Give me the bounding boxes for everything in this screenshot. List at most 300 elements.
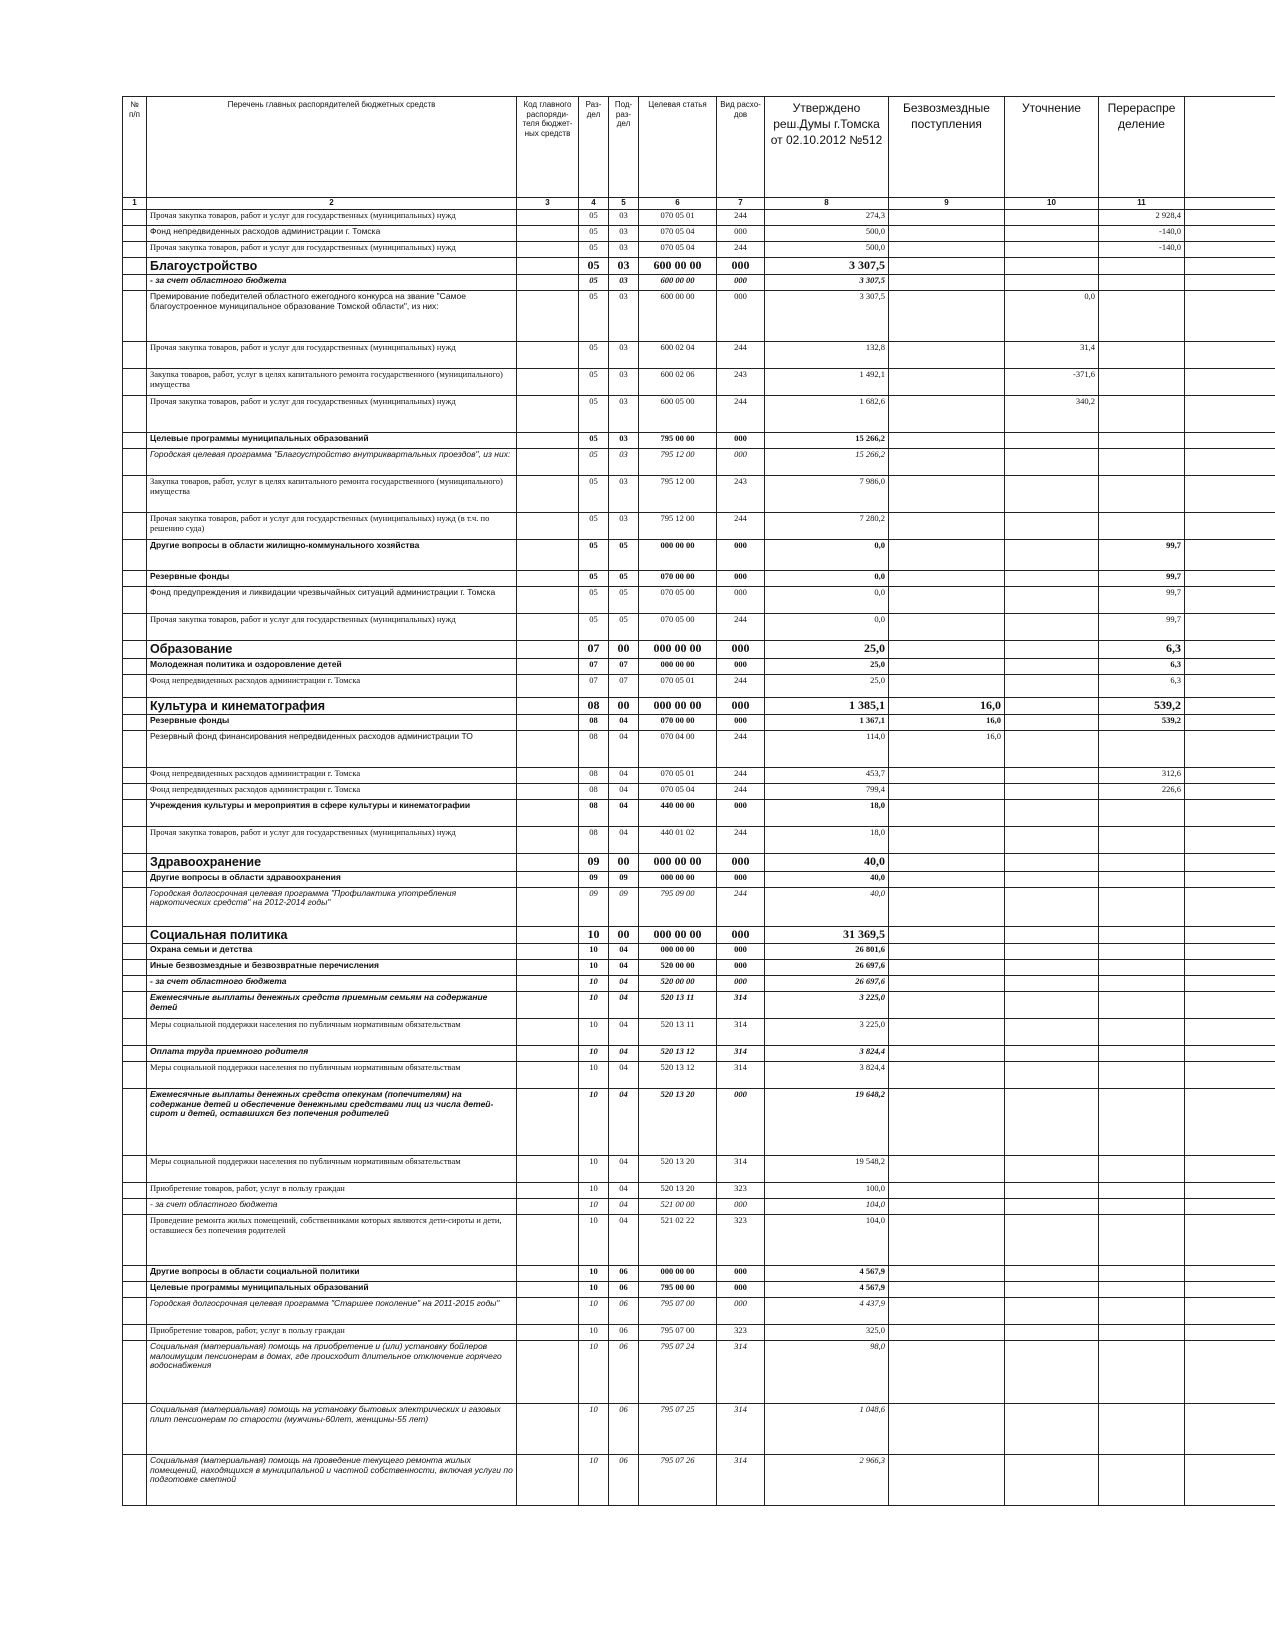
row-num-cell (123, 1324, 147, 1340)
row-code-cell (517, 1454, 579, 1505)
table-row (123, 1297, 1275, 1324)
colnum-9: 9 (889, 198, 1005, 210)
table-row (123, 513, 1275, 540)
row-razdel-cell: 05 (579, 242, 609, 258)
row-target-article-cell: 795 07 00 (639, 1297, 717, 1324)
row-target-article-cell: 070 05 04 (639, 784, 717, 800)
table-row (123, 1018, 1275, 1045)
row-redistribution-cell: 2 928,4 (1099, 210, 1185, 226)
row-expense-type-cell: 244 (717, 242, 765, 258)
row-free-receipts-cell (889, 587, 1005, 614)
row-free-receipts-cell (889, 1088, 1005, 1155)
row-approved-cell: 25,0 (765, 658, 889, 674)
row-clarification-cell (1005, 674, 1099, 697)
row-podrazdel-cell: 00 (609, 641, 639, 658)
row-extra-cell (1185, 1297, 1275, 1324)
row-num-cell (123, 800, 147, 827)
row-clarification-cell (1005, 926, 1099, 943)
header-expense-type: Вид расхо-дов (717, 97, 765, 198)
row-approved-cell: 3 225,0 (765, 1018, 889, 1045)
row-target-article-cell: 440 00 00 (639, 800, 717, 827)
row-podrazdel-cell: 04 (609, 1018, 639, 1045)
row-target-article-cell: 070 00 00 (639, 715, 717, 731)
row-extra-cell (1185, 614, 1275, 641)
row-extra-cell (1185, 1454, 1275, 1505)
row-redistribution-cell (1099, 275, 1185, 291)
row-approved-cell: 4 567,9 (765, 1265, 889, 1281)
row-code-cell (517, 614, 579, 641)
row-redistribution-cell (1099, 1454, 1185, 1505)
row-approved-cell: 1 682,6 (765, 396, 889, 433)
row-clarification-cell (1005, 697, 1099, 714)
row-target-article-cell: 795 00 00 (639, 1281, 717, 1297)
header-approved: Утверждено реш.Думы г.Томска от 02.10.2012 №512 (765, 97, 889, 198)
row-target-article-cell: 070 04 00 (639, 731, 717, 768)
row-num-cell (123, 926, 147, 943)
row-num-cell (123, 614, 147, 641)
row-approved-cell: 26 697,6 (765, 959, 889, 975)
row-num-cell (123, 1198, 147, 1214)
row-target-article-cell: 600 00 00 (639, 291, 717, 342)
row-clarification-cell: -371,6 (1005, 369, 1099, 396)
row-free-receipts-cell: 16,0 (889, 731, 1005, 768)
header-num: № п/п (123, 97, 147, 198)
row-approved-cell: 18,0 (765, 800, 889, 827)
row-razdel-cell: 05 (579, 210, 609, 226)
table-row (123, 1340, 1275, 1403)
row-code-cell (517, 887, 579, 926)
row-podrazdel-cell: 07 (609, 658, 639, 674)
row-name-cell: Целевые программы муниципальных образований (147, 1281, 517, 1297)
row-name-cell: Приобретение товаров, работ, услуг в пользу граждан (147, 1182, 517, 1198)
header-razdel: Раз-дел (579, 97, 609, 198)
row-approved-cell: 98,0 (765, 1340, 889, 1403)
row-free-receipts-cell (889, 449, 1005, 476)
row-expense-type-cell: 314 (717, 991, 765, 1018)
row-redistribution-cell (1099, 854, 1185, 871)
row-expense-type-cell: 000 (717, 943, 765, 959)
row-approved-cell: 274,3 (765, 210, 889, 226)
row-code-cell (517, 1403, 579, 1454)
row-razdel-cell: 08 (579, 784, 609, 800)
table-row (123, 291, 1275, 342)
row-approved-cell: 4 437,9 (765, 1297, 889, 1324)
row-num-cell (123, 1297, 147, 1324)
row-code-cell (517, 731, 579, 768)
row-extra-cell (1185, 291, 1275, 342)
row-podrazdel-cell: 06 (609, 1454, 639, 1505)
row-target-article-cell: 000 00 00 (639, 641, 717, 658)
row-podrazdel-cell: 04 (609, 975, 639, 991)
row-extra-cell (1185, 210, 1275, 226)
colnum-5: 5 (609, 198, 639, 210)
row-target-article-cell: 520 00 00 (639, 975, 717, 991)
row-razdel-cell: 05 (579, 513, 609, 540)
row-razdel-cell: 10 (579, 1214, 609, 1265)
row-extra-cell (1185, 975, 1275, 991)
row-code-cell (517, 242, 579, 258)
row-expense-type-cell: 244 (717, 674, 765, 697)
row-target-article-cell: 000 00 00 (639, 540, 717, 571)
row-target-article-cell: 520 13 12 (639, 1045, 717, 1061)
row-extra-cell (1185, 1155, 1275, 1182)
row-redistribution-cell: -140,0 (1099, 226, 1185, 242)
row-approved-cell: 3 307,5 (765, 258, 889, 275)
row-target-article-cell: 440 01 02 (639, 827, 717, 854)
row-num-cell (123, 784, 147, 800)
row-approved-cell: 3 824,4 (765, 1061, 889, 1088)
row-num-cell (123, 258, 147, 275)
row-code-cell (517, 571, 579, 587)
row-code-cell (517, 1281, 579, 1297)
row-extra-cell (1185, 959, 1275, 975)
row-approved-cell: 1 492,1 (765, 369, 889, 396)
row-expense-type-cell: 314 (717, 1155, 765, 1182)
table-row (123, 1155, 1275, 1182)
row-podrazdel-cell: 07 (609, 674, 639, 697)
row-podrazdel-cell: 04 (609, 959, 639, 975)
row-free-receipts-cell (889, 1045, 1005, 1061)
row-target-article-cell: 000 00 00 (639, 943, 717, 959)
row-clarification-cell (1005, 641, 1099, 658)
row-clarification-cell: 340,2 (1005, 396, 1099, 433)
row-target-article-cell: 070 05 00 (639, 614, 717, 641)
row-num-cell (123, 768, 147, 784)
row-clarification-cell (1005, 587, 1099, 614)
row-target-article-cell: 070 05 04 (639, 226, 717, 242)
row-num-cell (123, 476, 147, 513)
row-approved-cell: 0,0 (765, 614, 889, 641)
row-expense-type-cell: 244 (717, 396, 765, 433)
row-extra-cell (1185, 1265, 1275, 1281)
row-razdel-cell: 08 (579, 697, 609, 714)
row-expense-type-cell: 000 (717, 715, 765, 731)
row-razdel-cell: 05 (579, 396, 609, 433)
colnum-8: 8 (765, 198, 889, 210)
row-clarification-cell (1005, 731, 1099, 768)
row-clarification-cell (1005, 476, 1099, 513)
row-num-cell (123, 513, 147, 540)
row-name-cell: Социальная (материальная) помощь на проведение текущего ремонта жилых помещений, находящихся в муниципальной и частной собственности, включая услуги по подготовке сметной (147, 1454, 517, 1505)
row-razdel-cell: 05 (579, 291, 609, 342)
row-expense-type-cell: 244 (717, 887, 765, 926)
row-podrazdel-cell: 06 (609, 1403, 639, 1454)
row-target-article-cell: 000 00 00 (639, 926, 717, 943)
table-row (123, 1281, 1275, 1297)
row-razdel-cell: 10 (579, 975, 609, 991)
row-expense-type-cell: 000 (717, 926, 765, 943)
row-name-cell: Городская долгосрочная целевая программа "Старшее поколение" на 2011-2015 годы" (147, 1297, 517, 1324)
header-free-receipts: Безвозмездные поступления (889, 97, 1005, 198)
row-name-cell: Резервные фонды (147, 715, 517, 731)
row-num-cell (123, 1061, 147, 1088)
row-clarification-cell (1005, 975, 1099, 991)
row-clarification-cell (1005, 1214, 1099, 1265)
row-redistribution-cell: 6,3 (1099, 641, 1185, 658)
row-redistribution-cell (1099, 513, 1185, 540)
row-clarification-cell (1005, 1265, 1099, 1281)
table-row (123, 926, 1275, 943)
row-free-receipts-cell (889, 342, 1005, 369)
row-extra-cell (1185, 433, 1275, 449)
row-podrazdel-cell: 04 (609, 1214, 639, 1265)
row-name-cell: Проведение ремонта жилых помещений, собственниками которых являются дети-сироты и дети, оставшиеся без попечения родителей (147, 1214, 517, 1265)
row-extra-cell (1185, 697, 1275, 714)
table-row (123, 1454, 1275, 1505)
row-num-cell (123, 342, 147, 369)
row-free-receipts-cell (889, 674, 1005, 697)
row-expense-type-cell: 000 (717, 641, 765, 658)
row-code-cell (517, 658, 579, 674)
budget-table (122, 96, 1275, 1506)
row-free-receipts-cell (889, 291, 1005, 342)
row-razdel-cell: 05 (579, 587, 609, 614)
row-approved-cell: 25,0 (765, 641, 889, 658)
row-extra-cell (1185, 1324, 1275, 1340)
row-num-cell (123, 242, 147, 258)
row-free-receipts-cell (889, 1155, 1005, 1182)
row-expense-type-cell: 244 (717, 827, 765, 854)
row-expense-type-cell: 314 (717, 1454, 765, 1505)
row-podrazdel-cell: 06 (609, 1324, 639, 1340)
row-extra-cell (1185, 768, 1275, 784)
row-num-cell (123, 449, 147, 476)
row-free-receipts-cell (889, 1281, 1005, 1297)
row-clarification-cell (1005, 943, 1099, 959)
row-razdel-cell: 10 (579, 1045, 609, 1061)
row-razdel-cell: 10 (579, 1198, 609, 1214)
row-num-cell (123, 1281, 147, 1297)
row-name-cell: Здравоохранение (147, 854, 517, 871)
row-redistribution-cell: 99,7 (1099, 614, 1185, 641)
table-row (123, 641, 1275, 658)
row-clarification-cell (1005, 991, 1099, 1018)
row-code-cell (517, 1324, 579, 1340)
row-approved-cell: 0,0 (765, 571, 889, 587)
row-target-article-cell: 070 05 01 (639, 674, 717, 697)
row-extra-cell (1185, 674, 1275, 697)
row-num-cell (123, 1403, 147, 1454)
row-podrazdel-cell: 04 (609, 1045, 639, 1061)
header-list: Перечень главных распорядителей бюджетных средств (147, 97, 517, 198)
row-code-cell (517, 1061, 579, 1088)
row-razdel-cell: 05 (579, 433, 609, 449)
row-expense-type-cell: 000 (717, 291, 765, 342)
row-extra-cell (1185, 342, 1275, 369)
row-num-cell (123, 959, 147, 975)
row-razdel-cell: 05 (579, 342, 609, 369)
row-name-cell: Прочая закупка товаров, работ и услуг для государственных (муниципальных) нужд (147, 396, 517, 433)
row-code-cell (517, 342, 579, 369)
row-expense-type-cell: 000 (717, 540, 765, 571)
row-extra-cell (1185, 275, 1275, 291)
row-approved-cell: 2 966,3 (765, 1454, 889, 1505)
row-num-cell (123, 1340, 147, 1403)
row-num-cell (123, 1155, 147, 1182)
row-clarification-cell (1005, 1297, 1099, 1324)
header-redistribution: Перераспре деление (1099, 97, 1185, 198)
table-row (123, 1198, 1275, 1214)
table-row (123, 540, 1275, 571)
row-target-article-cell: 600 02 04 (639, 342, 717, 369)
row-redistribution-cell (1099, 1155, 1185, 1182)
row-expense-type-cell: 314 (717, 1045, 765, 1061)
row-code-cell (517, 540, 579, 571)
row-podrazdel-cell: 03 (609, 226, 639, 242)
row-num-cell (123, 1018, 147, 1045)
row-name-cell: Социальная политика (147, 926, 517, 943)
row-redistribution-cell (1099, 291, 1185, 342)
row-extra-cell (1185, 540, 1275, 571)
row-extra-cell (1185, 1182, 1275, 1198)
row-free-receipts-cell (889, 871, 1005, 887)
row-target-article-cell: 520 13 11 (639, 1018, 717, 1045)
row-approved-cell: 19 548,2 (765, 1155, 889, 1182)
row-extra-cell (1185, 1403, 1275, 1454)
row-expense-type-cell: 243 (717, 369, 765, 396)
row-target-article-cell: 520 13 11 (639, 991, 717, 1018)
row-extra-cell (1185, 1281, 1275, 1297)
row-extra-cell (1185, 1045, 1275, 1061)
row-name-cell: Премирование победителей областного ежегодного конкурса на звание "Самое благоустроенное муниципальное образование Томской области", из них: (147, 291, 517, 342)
row-num-cell (123, 1088, 147, 1155)
row-redistribution-cell (1099, 1061, 1185, 1088)
row-name-cell: Иные безвозмездные и безвозвратные перечисления (147, 959, 517, 975)
row-clarification-cell (1005, 449, 1099, 476)
row-target-article-cell: 070 00 00 (639, 571, 717, 587)
row-redistribution-cell (1099, 1045, 1185, 1061)
row-redistribution-cell (1099, 396, 1185, 433)
row-target-article-cell: 795 07 25 (639, 1403, 717, 1454)
row-podrazdel-cell: 04 (609, 1061, 639, 1088)
row-num-cell (123, 871, 147, 887)
row-podrazdel-cell: 03 (609, 258, 639, 275)
row-extra-cell (1185, 926, 1275, 943)
row-redistribution-cell (1099, 1340, 1185, 1403)
row-num-cell (123, 887, 147, 926)
row-target-article-cell: 600 00 00 (639, 258, 717, 275)
row-code-cell (517, 226, 579, 242)
row-clarification-cell (1005, 1198, 1099, 1214)
row-target-article-cell: 000 00 00 (639, 854, 717, 871)
row-approved-cell: 500,0 (765, 226, 889, 242)
row-code-cell (517, 784, 579, 800)
row-free-receipts-cell (889, 258, 1005, 275)
header-extra (1185, 97, 1275, 198)
table-row (123, 731, 1275, 768)
row-redistribution-cell: 6,3 (1099, 658, 1185, 674)
row-free-receipts-cell (889, 513, 1005, 540)
row-redistribution-cell (1099, 926, 1185, 943)
row-code-cell (517, 1198, 579, 1214)
row-razdel-cell: 10 (579, 1454, 609, 1505)
row-code-cell (517, 800, 579, 827)
table-row (123, 959, 1275, 975)
row-target-article-cell: 600 02 06 (639, 369, 717, 396)
colnum-2: 2 (147, 198, 517, 210)
row-podrazdel-cell: 04 (609, 827, 639, 854)
row-extra-cell (1185, 226, 1275, 242)
row-clarification-cell (1005, 1340, 1099, 1403)
table-row (123, 674, 1275, 697)
row-razdel-cell: 08 (579, 827, 609, 854)
row-razdel-cell: 05 (579, 476, 609, 513)
row-redistribution-cell (1099, 1198, 1185, 1214)
row-expense-type-cell: 323 (717, 1182, 765, 1198)
row-expense-type-cell: 000 (717, 697, 765, 714)
row-razdel-cell: 10 (579, 959, 609, 975)
row-target-article-cell: 070 05 01 (639, 768, 717, 784)
row-razdel-cell: 10 (579, 991, 609, 1018)
table-row (123, 697, 1275, 714)
row-clarification-cell (1005, 854, 1099, 871)
row-clarification-cell: 0,0 (1005, 291, 1099, 342)
row-approved-cell: 100,0 (765, 1182, 889, 1198)
row-expense-type-cell: 323 (717, 1214, 765, 1265)
row-razdel-cell: 09 (579, 871, 609, 887)
row-redistribution-cell (1099, 887, 1185, 926)
row-expense-type-cell: 244 (717, 342, 765, 369)
row-extra-cell (1185, 991, 1275, 1018)
row-clarification-cell (1005, 1088, 1099, 1155)
row-name-cell: Культура и кинематография (147, 697, 517, 714)
row-redistribution-cell (1099, 258, 1185, 275)
row-target-article-cell: 795 12 00 (639, 476, 717, 513)
table-row (123, 449, 1275, 476)
row-razdel-cell: 10 (579, 1155, 609, 1182)
row-code-cell (517, 641, 579, 658)
row-podrazdel-cell: 04 (609, 1088, 639, 1155)
row-code-cell (517, 1045, 579, 1061)
row-razdel-cell: 10 (579, 1340, 609, 1403)
row-code-cell (517, 943, 579, 959)
row-approved-cell: 40,0 (765, 887, 889, 926)
row-redistribution-cell: 312,6 (1099, 768, 1185, 784)
row-target-article-cell: 520 00 00 (639, 959, 717, 975)
row-extra-cell (1185, 396, 1275, 433)
row-free-receipts-cell (889, 975, 1005, 991)
row-redistribution-cell (1099, 342, 1185, 369)
row-podrazdel-cell: 00 (609, 854, 639, 871)
row-target-article-cell: 600 05 00 (639, 396, 717, 433)
row-num-cell (123, 854, 147, 871)
row-name-cell: Меры социальной поддержки населения по публичным нормативным обязательствам (147, 1155, 517, 1182)
row-redistribution-cell (1099, 975, 1185, 991)
row-name-cell: Фонд предупреждения и ликвидации чрезвычайных ситуаций администрации г. Томска (147, 587, 517, 614)
row-clarification-cell (1005, 1155, 1099, 1182)
row-razdel-cell: 08 (579, 731, 609, 768)
row-extra-cell (1185, 587, 1275, 614)
row-target-article-cell: 795 12 00 (639, 449, 717, 476)
row-extra-cell (1185, 854, 1275, 871)
row-target-article-cell: 521 02 22 (639, 1214, 717, 1265)
row-name-cell: Меры социальной поддержки населения по публичным нормативным обязательствам (147, 1061, 517, 1088)
row-expense-type-cell: 000 (717, 275, 765, 291)
row-razdel-cell: 08 (579, 800, 609, 827)
row-podrazdel-cell: 09 (609, 887, 639, 926)
row-extra-cell (1185, 827, 1275, 854)
table-row (123, 396, 1275, 433)
row-approved-cell: 15 266,2 (765, 433, 889, 449)
row-free-receipts-cell (889, 1265, 1005, 1281)
row-code-cell (517, 926, 579, 943)
table-row (123, 1324, 1275, 1340)
row-redistribution-cell: 539,2 (1099, 697, 1185, 714)
table-row (123, 1265, 1275, 1281)
row-free-receipts-cell (889, 827, 1005, 854)
row-clarification-cell (1005, 571, 1099, 587)
row-name-cell: Фонд непредвиденных расходов администрации г. Томска (147, 226, 517, 242)
